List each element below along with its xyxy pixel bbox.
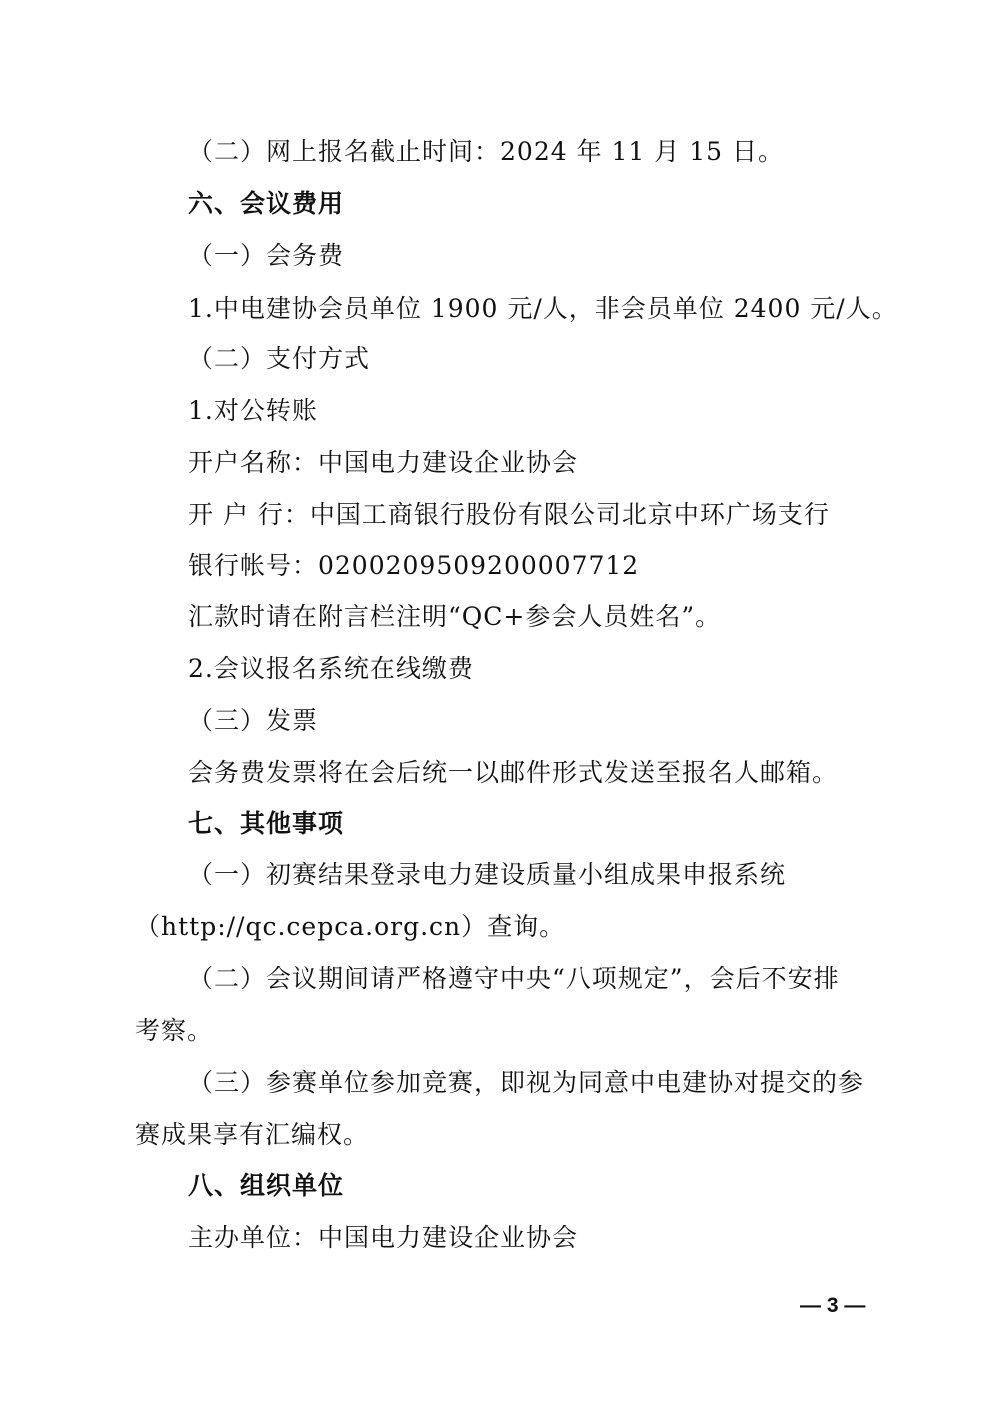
bank-name: 开 户 行：中国工商银行股份有限公司北京中环广场支行 <box>188 500 830 529</box>
invoice-text: 会务费发票将在会后统一以邮件形式发送至报名人邮箱。 <box>188 758 839 787</box>
fee-subtitle: （一）会务费 <box>188 241 345 270</box>
page-number: — 3 — <box>800 1294 866 1317</box>
other-item-2-line-1: （二）会议期间请严格遵守中央“八项规定”，会后不安排 <box>188 964 840 993</box>
fee-item-member-rates: 1.中电建协会员单位 1900 元/人，非会员单位 2400 元/人。 <box>188 294 898 323</box>
other-item-3-line-2: 赛成果享有汇编权。 <box>135 1120 370 1149</box>
other-item-2-line-2: 考察。 <box>135 1016 214 1045</box>
organizer: 主办单位：中国电力建设企业协会 <box>188 1223 579 1252</box>
section-8-title: 八、组织单位 <box>188 1171 345 1200</box>
section-7-title: 七、其他事项 <box>188 809 345 838</box>
payment-item-transfer: 1.对公转账 <box>188 396 318 425</box>
account-number: 银行帐号：0200209509200007712 <box>188 551 640 580</box>
other-item-3-line-1: （三）参赛单位参加竞赛，即视为同意中电建协对提交的参 <box>188 1068 865 1097</box>
remittance-note: 汇款时请在附言栏注明“QC+参会人员姓名”。 <box>188 602 722 631</box>
other-item-1-line-1: （一）初赛结果登录电力建设质量小组成果申报系统 <box>188 860 787 889</box>
payment-item-online: 2.会议报名系统在线缴费 <box>188 654 474 683</box>
account-name: 开户名称：中国电力建设企业协会 <box>188 448 579 477</box>
other-item-1-line-2: （http://qc.cepca.org.cn）查询。 <box>135 912 566 941</box>
invoice-subtitle: （三）发票 <box>188 706 319 735</box>
registration-deadline: （二）网上报名截止时间：2024 年 11 月 15 日。 <box>188 137 784 166</box>
section-6-title: 六、会议费用 <box>188 189 345 218</box>
payment-method-subtitle: （二）支付方式 <box>188 344 371 373</box>
